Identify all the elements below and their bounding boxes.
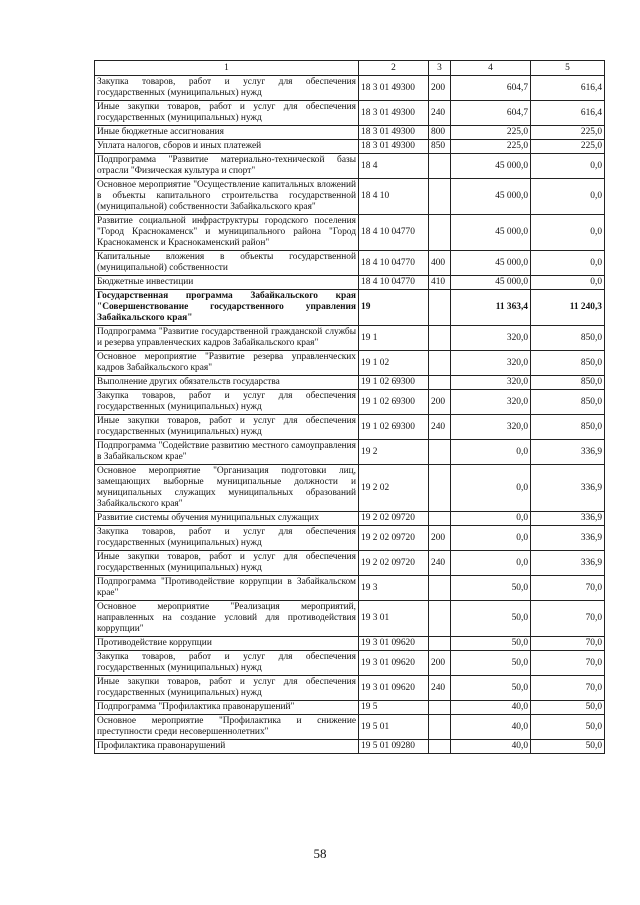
row-value-2025-cell: 0,0 xyxy=(451,526,531,551)
row-value-2025-cell: 0,0 xyxy=(451,440,531,465)
table-row xyxy=(95,676,605,701)
row-value-2025-cell: 50,0 xyxy=(451,676,531,701)
budget-table xyxy=(94,60,605,754)
row-vr-cell xyxy=(429,351,451,376)
row-vr-cell xyxy=(429,601,451,637)
row-vr-cell xyxy=(429,512,451,526)
row-value-2025-cell: 0,0 xyxy=(451,465,531,512)
row-value-2026-cell: 336,9 xyxy=(531,526,605,551)
table-row xyxy=(95,290,605,326)
row-value-2025-cell: 225,0 xyxy=(451,126,531,140)
row-value-2026-cell: 50,0 xyxy=(531,701,605,715)
row-code-cell: 18 3 01 49300 xyxy=(359,126,429,140)
row-vr-cell: 240 xyxy=(429,101,451,126)
row-value-2026-cell: 336,9 xyxy=(531,465,605,512)
row-vr-cell: 800 xyxy=(429,126,451,140)
row-name-cell: Бюджетные инвестиции xyxy=(95,276,359,290)
row-vr-cell xyxy=(429,154,451,179)
row-vr-cell xyxy=(429,179,451,215)
row-vr-cell xyxy=(429,376,451,390)
row-code-cell: 19 1 xyxy=(359,326,429,351)
row-name-cell: Иные закупки товаров, работ и услуг для обеспечения государственных (муниципальных) нужд xyxy=(95,101,359,126)
row-value-2026-cell: 50,0 xyxy=(531,715,605,740)
row-value-2025-cell: 40,0 xyxy=(451,701,531,715)
row-code-cell: 19 3 01 09620 xyxy=(359,637,429,651)
row-code-cell: 18 4 10 04770 xyxy=(359,251,429,276)
table-row xyxy=(95,415,605,440)
header-col-1: 1 xyxy=(95,61,359,76)
row-value-2026-cell: 850,0 xyxy=(531,390,605,415)
row-name-cell: Капитальные вложения в объекты государственной (муниципальной) собственности xyxy=(95,251,359,276)
row-name-cell: Закупка товаров, работ и услуг для обеспечения государственных (муниципальных) нужд xyxy=(95,526,359,551)
row-value-2026-cell: 850,0 xyxy=(531,326,605,351)
table-row xyxy=(95,390,605,415)
row-value-2026-cell: 11 240,3 xyxy=(531,290,605,326)
row-vr-cell xyxy=(429,215,451,251)
row-code-cell: 18 4 10 04770 xyxy=(359,276,429,290)
row-vr-cell xyxy=(429,440,451,465)
row-value-2026-cell: 225,0 xyxy=(531,126,605,140)
row-value-2025-cell: 50,0 xyxy=(451,576,531,601)
row-vr-cell: 240 xyxy=(429,551,451,576)
row-code-cell: 18 3 01 49300 xyxy=(359,140,429,154)
row-name-cell: Иные закупки товаров, работ и услуг для обеспечения государственных (муниципальных) нужд xyxy=(95,415,359,440)
row-value-2025-cell: 11 363,4 xyxy=(451,290,531,326)
row-code-cell: 19 2 02 xyxy=(359,465,429,512)
row-name-cell: Выполнение других обязательств государства xyxy=(95,376,359,390)
table-row xyxy=(95,276,605,290)
table-row xyxy=(95,376,605,390)
row-vr-cell: 240 xyxy=(429,676,451,701)
table-row xyxy=(95,101,605,126)
row-value-2025-cell: 45 000,0 xyxy=(451,251,531,276)
row-vr-cell xyxy=(429,740,451,754)
header-col-2: 2 xyxy=(359,61,429,76)
row-name-cell: Подпрограмма "Развитие материально-технической базы отрасли "Физическая культура и спорт" xyxy=(95,154,359,179)
row-value-2026-cell: 0,0 xyxy=(531,276,605,290)
row-value-2025-cell: 50,0 xyxy=(451,651,531,676)
row-vr-cell: 400 xyxy=(429,251,451,276)
row-vr-cell xyxy=(429,637,451,651)
row-value-2026-cell: 850,0 xyxy=(531,376,605,390)
row-name-cell: Подпрограмма "Профилактика правонарушений" xyxy=(95,701,359,715)
row-name-cell: Основное мероприятие "Организация подготовки лиц, замещающих выборные муниципальные должности и муниципальных служащих муниципальных образований Забайкальского края" xyxy=(95,465,359,512)
row-value-2026-cell: 850,0 xyxy=(531,415,605,440)
row-value-2026-cell: 616,4 xyxy=(531,101,605,126)
row-name-cell: Противодействие коррупции xyxy=(95,637,359,651)
row-name-cell: Основное мероприятие "Осуществление капитальных вложений в объекты капитального строительства государственной (муниципальной) собственности Забайкальского края" xyxy=(95,179,359,215)
row-name-cell: Иные закупки товаров, работ и услуг для обеспечения государственных (муниципальных) нужд xyxy=(95,551,359,576)
row-vr-cell xyxy=(429,701,451,715)
table-row xyxy=(95,715,605,740)
row-vr-cell: 200 xyxy=(429,76,451,101)
row-vr-cell: 200 xyxy=(429,651,451,676)
row-value-2025-cell: 40,0 xyxy=(451,715,531,740)
row-vr-cell: 200 xyxy=(429,526,451,551)
row-code-cell: 19 3 01 xyxy=(359,601,429,637)
row-value-2026-cell: 70,0 xyxy=(531,601,605,637)
table-header-row xyxy=(95,61,605,76)
row-code-cell: 19 2 xyxy=(359,440,429,465)
table-row xyxy=(95,351,605,376)
row-code-cell: 19 xyxy=(359,290,429,326)
row-code-cell: 19 3 01 09620 xyxy=(359,651,429,676)
row-name-cell: Иные бюджетные ассигнования xyxy=(95,126,359,140)
row-value-2025-cell: 45 000,0 xyxy=(451,215,531,251)
row-value-2025-cell: 320,0 xyxy=(451,390,531,415)
row-value-2026-cell: 50,0 xyxy=(531,740,605,754)
table-row xyxy=(95,651,605,676)
table-row xyxy=(95,465,605,512)
row-vr-cell xyxy=(429,465,451,512)
table-row xyxy=(95,440,605,465)
row-name-cell: Профилактика правонарушений xyxy=(95,740,359,754)
row-code-cell: 19 3 01 09620 xyxy=(359,676,429,701)
row-code-cell: 19 2 02 09720 xyxy=(359,551,429,576)
row-code-cell: 18 3 01 49300 xyxy=(359,101,429,126)
row-code-cell: 19 1 02 xyxy=(359,351,429,376)
table-row xyxy=(95,740,605,754)
row-value-2026-cell: 0,0 xyxy=(531,154,605,179)
table-row xyxy=(95,126,605,140)
row-vr-cell xyxy=(429,576,451,601)
table-row xyxy=(95,140,605,154)
table-row xyxy=(95,326,605,351)
row-name-cell: Подпрограмма "Содействие развитию местного самоуправления в Забайкальском крае" xyxy=(95,440,359,465)
row-name-cell: Подпрограмма "Развитие государственной гражданской службы и резерва управленческих кадров Забайкальского края" xyxy=(95,326,359,351)
row-value-2025-cell: 0,0 xyxy=(451,551,531,576)
row-name-cell: Закупка товаров, работ и услуг для обеспечения государственных (муниципальных) нужд xyxy=(95,651,359,676)
row-vr-cell xyxy=(429,715,451,740)
row-value-2026-cell: 225,0 xyxy=(531,140,605,154)
row-value-2025-cell: 0,0 xyxy=(451,512,531,526)
row-value-2025-cell: 50,0 xyxy=(451,637,531,651)
row-value-2025-cell: 50,0 xyxy=(451,601,531,637)
row-value-2026-cell: 850,0 xyxy=(531,351,605,376)
row-value-2026-cell: 0,0 xyxy=(531,251,605,276)
row-name-cell: Развитие системы обучения муниципальных служащих xyxy=(95,512,359,526)
table-row xyxy=(95,526,605,551)
row-value-2025-cell: 320,0 xyxy=(451,326,531,351)
table-row xyxy=(95,76,605,101)
row-value-2025-cell: 45 000,0 xyxy=(451,276,531,290)
row-code-cell: 19 2 02 09720 xyxy=(359,512,429,526)
table-row xyxy=(95,701,605,715)
row-value-2025-cell: 320,0 xyxy=(451,351,531,376)
table-row xyxy=(95,512,605,526)
row-code-cell: 19 3 xyxy=(359,576,429,601)
table-row xyxy=(95,154,605,179)
row-vr-cell xyxy=(429,290,451,326)
row-value-2025-cell: 225,0 xyxy=(451,140,531,154)
table-row xyxy=(95,179,605,215)
row-code-cell: 19 1 02 69300 xyxy=(359,390,429,415)
table-row xyxy=(95,251,605,276)
row-value-2026-cell: 616,4 xyxy=(531,76,605,101)
row-value-2025-cell: 604,7 xyxy=(451,101,531,126)
row-code-cell: 18 4 xyxy=(359,154,429,179)
row-vr-cell: 200 xyxy=(429,390,451,415)
row-value-2025-cell: 604,7 xyxy=(451,76,531,101)
header-col-3: 3 xyxy=(429,61,451,76)
row-value-2025-cell: 45 000,0 xyxy=(451,154,531,179)
row-value-2026-cell: 336,9 xyxy=(531,551,605,576)
row-value-2025-cell: 45 000,0 xyxy=(451,179,531,215)
row-vr-cell: 240 xyxy=(429,415,451,440)
row-value-2026-cell: 70,0 xyxy=(531,576,605,601)
row-code-cell: 19 2 02 09720 xyxy=(359,526,429,551)
row-name-cell: Развитие социальной инфраструктуры городского поселения "Город Краснокаменск" и муниципального района "Город Краснокаменск и Краснокаменский район" xyxy=(95,215,359,251)
header-col-4: 4 xyxy=(451,61,531,76)
row-vr-cell xyxy=(429,326,451,351)
row-name-cell: Основное мероприятие "Профилактика и снижение преступности среди несовершеннолетних" xyxy=(95,715,359,740)
table-row xyxy=(95,576,605,601)
row-name-cell: Иные закупки товаров, работ и услуг для обеспечения государственных (муниципальных) нужд xyxy=(95,676,359,701)
row-name-cell: Уплата налогов, сборов и иных платежей xyxy=(95,140,359,154)
table-row xyxy=(95,551,605,576)
row-name-cell: Подпрограмма "Противодействие коррупции в Забайкальском крае" xyxy=(95,576,359,601)
row-name-cell: Закупка товаров, работ и услуг для обеспечения государственных (муниципальных) нужд xyxy=(95,76,359,101)
table-row xyxy=(95,637,605,651)
budget-table-body xyxy=(95,61,605,754)
row-code-cell: 18 3 01 49300 xyxy=(359,76,429,101)
row-code-cell: 19 1 02 69300 xyxy=(359,415,429,440)
row-value-2026-cell: 336,9 xyxy=(531,512,605,526)
row-value-2026-cell: 70,0 xyxy=(531,637,605,651)
row-value-2026-cell: 0,0 xyxy=(531,215,605,251)
row-value-2025-cell: 320,0 xyxy=(451,415,531,440)
table-row xyxy=(95,215,605,251)
row-vr-cell: 850 xyxy=(429,140,451,154)
row-name-cell: Основное мероприятие "Реализация мероприятий, направленных на создание условий для противодействия коррупции" xyxy=(95,601,359,637)
row-code-cell: 18 4 10 04770 xyxy=(359,215,429,251)
table-row xyxy=(95,601,605,637)
row-value-2026-cell: 70,0 xyxy=(531,676,605,701)
row-value-2026-cell: 336,9 xyxy=(531,440,605,465)
row-value-2026-cell: 70,0 xyxy=(531,651,605,676)
row-name-cell: Закупка товаров, работ и услуг для обеспечения государственных (муниципальных) нужд xyxy=(95,390,359,415)
row-name-cell: Государственная программа Забайкальского края "Совершенствование государственного управления Забайкальского края" xyxy=(95,290,359,326)
row-code-cell: 19 1 02 69300 xyxy=(359,376,429,390)
row-code-cell: 19 5 xyxy=(359,701,429,715)
row-value-2026-cell: 0,0 xyxy=(531,179,605,215)
row-name-cell: Основное мероприятие "Развитие резерва управленческих кадров Забайкальского края" xyxy=(95,351,359,376)
row-code-cell: 18 4 10 xyxy=(359,179,429,215)
page-number: 58 xyxy=(313,846,327,861)
row-code-cell: 19 5 01 09280 xyxy=(359,740,429,754)
row-value-2025-cell: 40,0 xyxy=(451,740,531,754)
row-code-cell: 19 5 01 xyxy=(359,715,429,740)
row-value-2025-cell: 320,0 xyxy=(451,376,531,390)
row-vr-cell: 410 xyxy=(429,276,451,290)
header-col-5: 5 xyxy=(531,61,605,76)
